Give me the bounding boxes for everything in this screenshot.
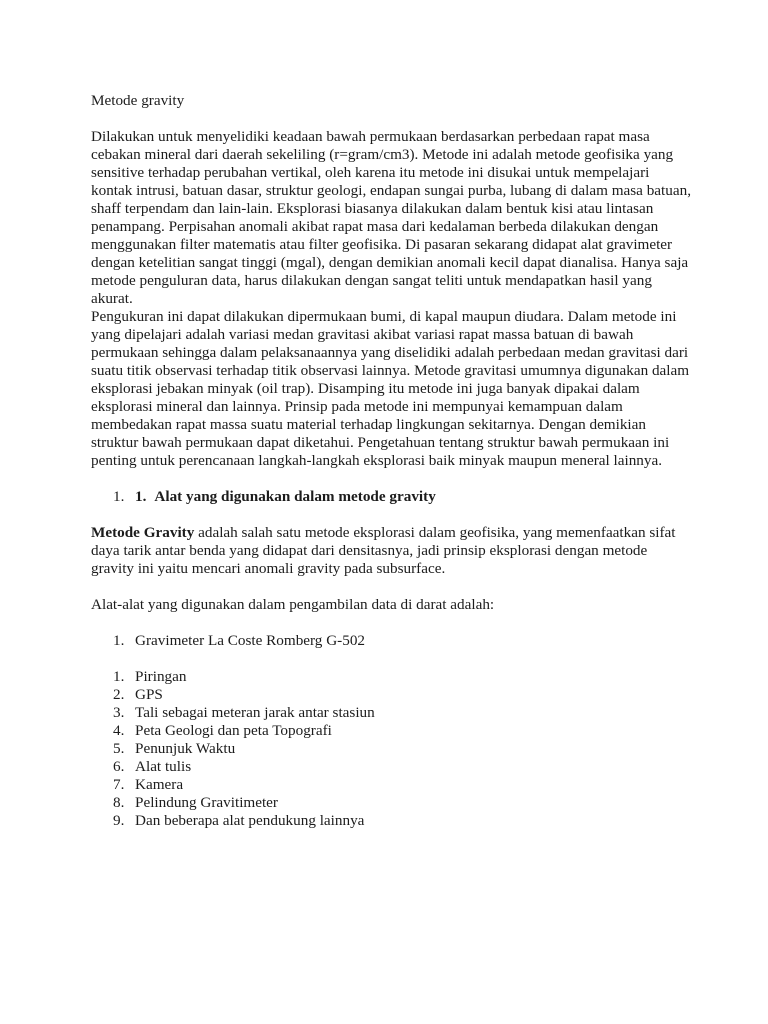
section-heading-text: Alat yang digunakan dalam metode gravity	[154, 488, 436, 505]
paragraph-definition-rest: adalah salah satu metode eksplorasi dalam geofisika, yang memenfaatkan sifat daya tarik antar benda yang didapat dari densitasnya, jadi prinsip eksplorasi dengan metode gravity ini yaitu mencari anomali gravity pada subsurface.	[91, 524, 676, 577]
section-heading	[91, 488, 691, 506]
list-item-text: Alat tulis	[135, 758, 192, 775]
list-item-text: Peta Geologi dan peta Topografi	[135, 722, 332, 739]
list-item-number: 8.	[113, 794, 125, 811]
list-item-text: GPS	[135, 686, 163, 703]
list-item-number: 1.	[113, 632, 125, 649]
list-item-number: 2.	[113, 686, 125, 703]
list-item-number: 4.	[113, 722, 125, 739]
list-item	[91, 812, 691, 830]
list-item-text: Kamera	[135, 776, 184, 793]
list-item	[91, 740, 691, 758]
list-item	[91, 758, 691, 776]
document-page	[91, 92, 691, 830]
list-item-number: 9.	[113, 812, 125, 829]
list-item-text: Gravimeter La Coste Romberg G-502	[135, 632, 366, 649]
list-item	[91, 686, 691, 704]
list-item	[91, 668, 691, 686]
section-heading-outer-number: 1.	[113, 488, 125, 505]
paragraph-measurement: Pengukuran ini dapat dilakukan dipermukaan bumi, di kapal maupun diudara. Dalam metode ini yang dipelajari adalah variasi medan gravitasi akibat variasi rapat massa batuan di bawah permukaan sehingga dalam pelaksanaannya yang diselidiki adalah perbedaan medan gravitasi dari suatu titik observasi terhadap titik observasi lainnya. Metode gravitasi umumnya digunakan dalam eksplorasi jebakan minyak (oil trap). Disamping itu metode ini juga banyak dipakai dalam eksplorasi mineral dan lainnya. Prinsip pada metode ini mempunyai kemampuan dalam membedakan rapat massa suatu material terhadap lingkungan sekitarnya. Dengan demikian struktur bawah permukaan dapat diketahui. Pengetahuan tentang struktur bawah permukaan ini penting untuk perencanaan langkah-langkah eksplorasi baik minyak maupun meneral lainnya.	[91, 308, 690, 469]
section-heading-text-wrap	[135, 488, 436, 506]
list-item-number: 3.	[113, 704, 125, 721]
list-item-number: 5.	[113, 740, 125, 757]
paragraph-intro: Dilakukan untuk menyelidiki keadaan bawah permukaan berdasarkan perbedaan rapat masa cebakan mineral dari daerah sekeliling (r=gram/cm3). Metode ini adalah metode geofisika yang sensitive terhadap perubahan vertikal, oleh karena itu metode ini disukai untuk mempelajari kontak intrusi, batuan dasar, struktur geologi, endapan sungai purba, lubang di dalam masa batuan, shaff terpendam dan lain-lain. Eksplorasi biasanya dilakukan dalam bentuk kisi atau lintasan penampang. Perpisahan anomali akibat rapat masa dari kedalaman berbeda dilakukan dengan menggunakan filter matematis atau filter geofisika. Di pasaran sekarang didapat alat gravimeter dengan ketelitian sangat tinggi (mgal), dengan demikian anomali kecil dapat dianalisa. Hanya saja metode penguluran data, harus dilakukan dengan sangat teliti untuk mendapatkan hasil yang akurat.	[91, 128, 691, 307]
list-item-number: 7.	[113, 776, 125, 793]
paragraph-definition-bold-lead: Metode Gravity	[91, 524, 195, 541]
document-title: Metode gravity	[91, 92, 185, 109]
list-item	[91, 704, 691, 722]
list-item-number: 1.	[113, 668, 125, 685]
gravimeter-list	[91, 632, 691, 650]
list-item-text: Penunjuk Waktu	[135, 740, 236, 757]
list-item	[91, 632, 691, 650]
list-item-text: Piringan	[135, 668, 187, 685]
equipment-list	[91, 668, 691, 830]
section-heading-inner-number: 1.	[135, 488, 147, 505]
list-item-text: Dan beberapa alat pendukung lainnya	[135, 812, 365, 829]
list-item-text: Pelindung Gravitimeter	[135, 794, 278, 811]
paragraph-definition	[91, 524, 691, 578]
list-item	[91, 776, 691, 794]
paragraph-tools-intro: Alat-alat yang digunakan dalam pengambilan data di darat adalah:	[91, 596, 495, 613]
list-item-number: 6.	[113, 758, 125, 775]
list-item-text: Tali sebagai meteran jarak antar stasiun	[135, 704, 375, 721]
list-item	[91, 794, 691, 812]
list-item	[91, 722, 691, 740]
